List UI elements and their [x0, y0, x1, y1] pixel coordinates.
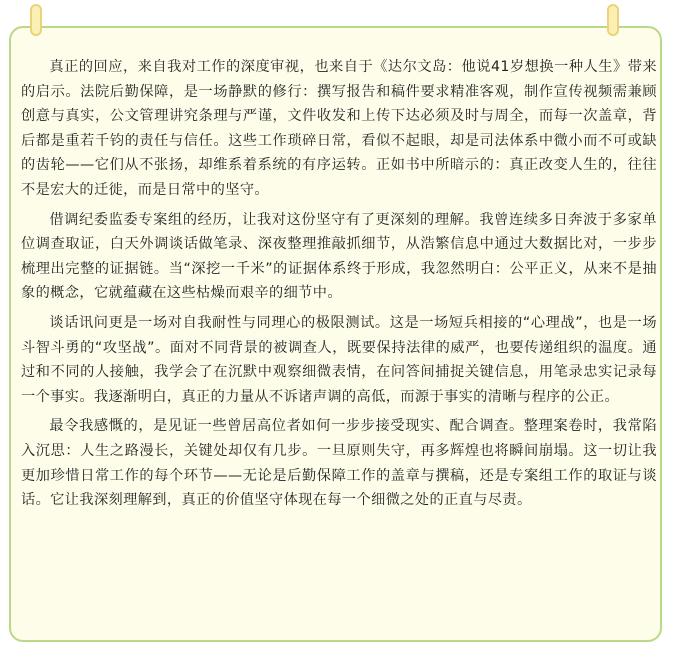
left-binder-tab	[30, 4, 42, 36]
article-body	[21, 55, 657, 518]
paragraph-1: 真正的回应，来自我对工作的深度审视，也来自于《达尔文岛：他说41岁想换一种人生》带来的启示。法院后勤保障，是一场静默的修行：撰写报告和稿件要求精准客观，制作宣传视频需兼顾创意与真实，公文管理讲究条理与严谨，文件收发和上传下达必须及时与周全，而每一次盖章，背后都是重若千钧的责任与信任。这些工作琐碎日常，看似不起眼，却是司法体系中微小而不可或缺的齿轮——它们从不张扬，却维系着系统的有序运转。正如书中所暗示的：真正改变人生的，往往不是宏大的迁徙，而是日常中的坚守。	[21, 59, 657, 198]
right-binder-tab	[607, 4, 619, 36]
paragraph-4: 最令我感慨的，是见证一些曾居高位者如何一步步接受现实、配合调查。整理案卷时，我常陷入沉思：人生之路漫长，关键处却仅有几步。一旦原则失守，再多辉煌也将瞬间崩塌。这一切让我更加珍惜日常工作的每个环节——无论是后勤保障工作的盖章与撰稿，还是专案组工作的取证与谈话。它让我深刻理解到，真正的价值坚守体现在每一个细微之处的正直与尽责。	[21, 418, 657, 509]
paragraph-2: 借调纪委监委专案组的经历，让我对这份坚守有了更深刻的理解。我曾连续多日奔波于多家单位调查取证，白天外调谈话做笔录、深夜整理推敲抓细节，从浩繁信息中通过大数据比对，一步步梳理出完整的证据链。当“深挖一千米”的证据体系终于形成，我忽然明白：公平正义，从来不是抽象的概念，它就蕴藏在这些枯燥而艰辛的细节中。	[21, 211, 657, 302]
paragraph-3: 谈话讯问更是一场对自我耐性与同理心的极限测试。这是一场短兵相接的“心理战”，也是一场斗智斗勇的“攻坚战”。面对不同背景的被调查人，既要保持法律的威严，也要传递组织的温度。通过和不同的人接触，我学会了在沉默中观察细微表情，在问答间捕捉关键信息，用笔录忠实记录每一个事实。我逐渐明白，真正的力量从不诉诸声调的高低，而源于事实的清晰与程序的公正。	[21, 314, 657, 405]
